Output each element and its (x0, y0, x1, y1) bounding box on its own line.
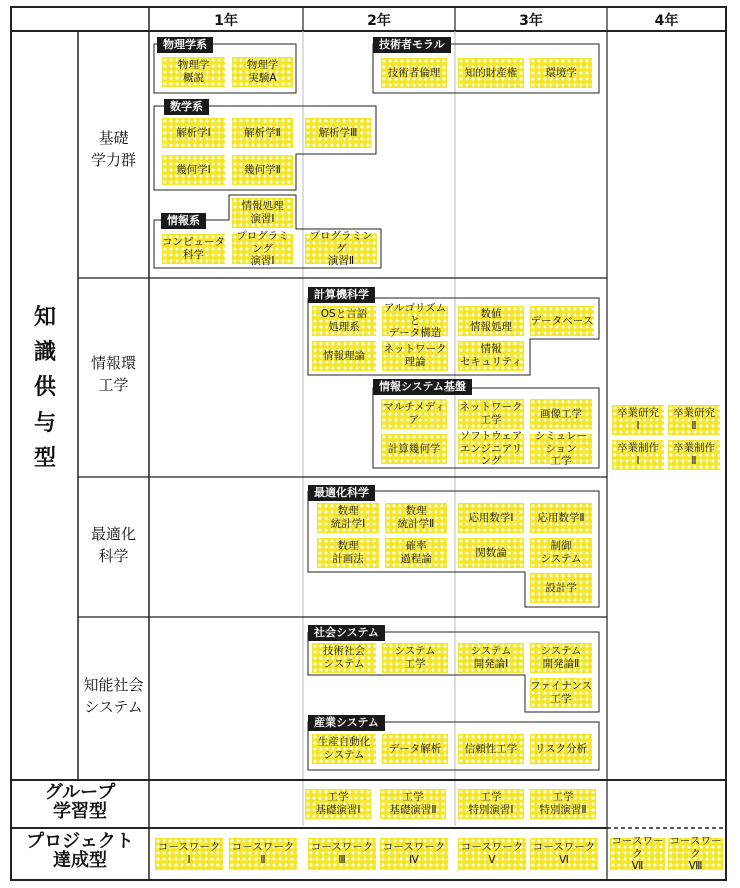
group-label-physics: 物理学系 (157, 37, 213, 53)
course-applied-math-2[interactable]: 応用数学Ⅱ (530, 503, 592, 533)
side-char: 供 (33, 375, 56, 401)
course-data-analysis[interactable]: データ解析 (382, 734, 448, 764)
group-label-indsys: 産業システム (308, 715, 385, 731)
course-algorithms[interactable]: アルゴリズムと データ構造 (383, 302, 447, 340)
course-network-theory[interactable]: ネットワーク 理論 (382, 341, 448, 371)
course-system-eng[interactable]: システム 工学 (382, 643, 448, 673)
course-analysis-3[interactable]: 解析学Ⅲ (305, 118, 371, 148)
course-eng-special-ex1[interactable]: 工学 特別演習Ⅰ (458, 789, 524, 819)
course-grad-research-2[interactable]: 卒業研究 Ⅱ (668, 405, 720, 435)
group-label-math: 数学系 (164, 99, 209, 115)
year-header-3: 3年 (519, 13, 543, 29)
course-production-automation[interactable]: 生産自動化 システム (312, 734, 376, 764)
course-info-security[interactable]: 情報 セキュリティ (458, 341, 524, 371)
course-coursework-2[interactable]: コースワーク Ⅱ (229, 838, 297, 870)
group-label-cs: 計算機科学 (308, 287, 375, 303)
course-coursework-5[interactable]: コースワーク Ⅴ (458, 838, 526, 870)
course-reliability-eng[interactable]: 信頼性工学 (458, 734, 524, 764)
course-applied-math-1[interactable]: 応用数学Ⅰ (458, 503, 524, 533)
course-environment[interactable]: 環境学 (530, 58, 592, 88)
course-coursework-7[interactable]: コースワーク Ⅶ (611, 835, 664, 873)
course-programming-ex2[interactable]: プログラミング 演習Ⅱ (305, 234, 377, 264)
course-grad-work-1[interactable]: 卒業制作 Ⅰ (612, 440, 664, 470)
course-math-programming[interactable]: 数理 計画法 (317, 538, 379, 568)
course-os-language[interactable]: OSと言語 処理系 (312, 306, 376, 336)
course-programming-ex1[interactable]: プログラミング 演習Ⅰ (232, 234, 293, 264)
group-label-optsci: 最適化科学 (308, 485, 375, 501)
course-network-eng[interactable]: ネットワーク 工学 (458, 399, 524, 429)
category-line: グループ (44, 782, 116, 803)
group-label-socsys: 社会システム (308, 625, 385, 641)
side-char: 識 (33, 340, 56, 366)
course-tech-society[interactable]: 技術社会 システム (312, 643, 376, 673)
course-control-system[interactable]: 制御 システム (530, 538, 592, 568)
course-comp-geometry[interactable]: 計算幾何学 (381, 434, 447, 464)
course-geometry-2[interactable]: 幾何学Ⅱ (232, 155, 293, 185)
category-line: 工学 (98, 375, 129, 394)
course-numerical-info[interactable]: 数値 情報処理 (458, 306, 524, 336)
course-software-eng[interactable]: ソフトウェア エンジニアリング (459, 430, 523, 468)
category-line: 知能社会 (83, 676, 144, 694)
category-line: 情報環 (90, 354, 136, 372)
category-line: 学習型 (53, 800, 107, 822)
category-line: 最適化 (90, 525, 136, 543)
category-group-learning (11, 784, 149, 822)
course-eng-basic-ex2[interactable]: 工学 基礎演習Ⅱ (380, 789, 446, 819)
course-analysis-2[interactable]: 解析学Ⅱ (232, 118, 293, 148)
course-function-theory[interactable]: 関数論 (458, 538, 524, 568)
course-info-processing-ex1[interactable]: 情報処理 演習Ⅰ (232, 198, 293, 228)
course-physics-lab-a[interactable]: 物理学 実験A (232, 57, 293, 87)
course-engineer-ethics[interactable]: 技術者倫理 (381, 58, 447, 88)
category-basic (78, 128, 149, 172)
knowledge-provision-label (30, 300, 60, 476)
category-line: 科学 (98, 546, 129, 565)
category-optimization (78, 524, 149, 568)
course-analysis-1[interactable]: 解析学Ⅰ (162, 118, 225, 148)
category-line: 達成型 (53, 849, 107, 871)
course-database[interactable]: データベース (530, 306, 594, 336)
course-computer-science[interactable]: コンピュータ 科学 (162, 234, 225, 264)
course-coursework-4[interactable]: コースワーク Ⅳ (380, 838, 448, 870)
course-design[interactable]: 設計学 (530, 573, 592, 603)
course-risk-analysis[interactable]: リスク分析 (530, 734, 592, 764)
course-physics-overview[interactable]: 物理学 概説 (162, 57, 225, 87)
course-ip-rights[interactable]: 知的財産権 (458, 58, 524, 88)
group-label-info: 情報系 (161, 213, 206, 229)
course-coursework-8[interactable]: コースワーク Ⅷ (669, 835, 722, 873)
course-multimedia[interactable]: マルチメディア (381, 399, 447, 429)
category-line: 学力群 (90, 150, 136, 169)
course-coursework-1[interactable]: コースワーク Ⅰ (155, 838, 223, 870)
category-project (11, 833, 149, 871)
course-image-eng[interactable]: 画像工学 (530, 399, 592, 429)
course-system-dev-2[interactable]: システム 開発論Ⅱ (530, 643, 592, 673)
year-header-4: 4年 (654, 13, 679, 29)
side-char: 知 (33, 305, 56, 330)
course-coursework-6[interactable]: コースワーク Ⅵ (530, 838, 598, 870)
course-math-stats-2[interactable]: 数理 統計学Ⅱ (385, 503, 447, 533)
side-char: 与 (33, 410, 56, 436)
side-char: 型 (33, 445, 56, 471)
course-eng-basic-ex1[interactable]: 工学 基礎演習Ⅰ (305, 789, 371, 819)
category-line: システム (84, 697, 143, 716)
year-header-2: 2年 (367, 13, 391, 29)
course-simulation-eng[interactable]: シミュレーション 工学 (530, 434, 592, 464)
course-system-dev-1[interactable]: システム 開発論Ⅰ (458, 643, 524, 673)
group-label-ethics: 技術者モラル (373, 37, 451, 53)
category-line: 基礎 (98, 129, 129, 147)
course-math-stats-1[interactable]: 数理 統計学Ⅰ (317, 503, 379, 533)
course-grad-work-2[interactable]: 卒業制作 Ⅱ (668, 440, 720, 470)
category-info-env (78, 353, 149, 397)
course-geometry-1[interactable]: 幾何学Ⅰ (162, 155, 225, 185)
course-grad-research-1[interactable]: 卒業研究 Ⅰ (612, 405, 664, 435)
category-social (78, 675, 149, 719)
course-finance-eng[interactable]: ファイナンス 工学 (530, 678, 592, 708)
course-info-theory[interactable]: 情報理論 (312, 341, 376, 371)
group-label-infosys: 情報システム基盤 (373, 379, 472, 395)
course-eng-special-ex2[interactable]: 工学 特別演習Ⅱ (530, 789, 596, 819)
course-stochastic[interactable]: 確率 過程論 (385, 538, 447, 568)
year-header-1: 1年 (214, 13, 238, 29)
course-coursework-3[interactable]: コースワーク Ⅲ (308, 838, 376, 870)
category-line: プロジェクト (26, 831, 134, 852)
